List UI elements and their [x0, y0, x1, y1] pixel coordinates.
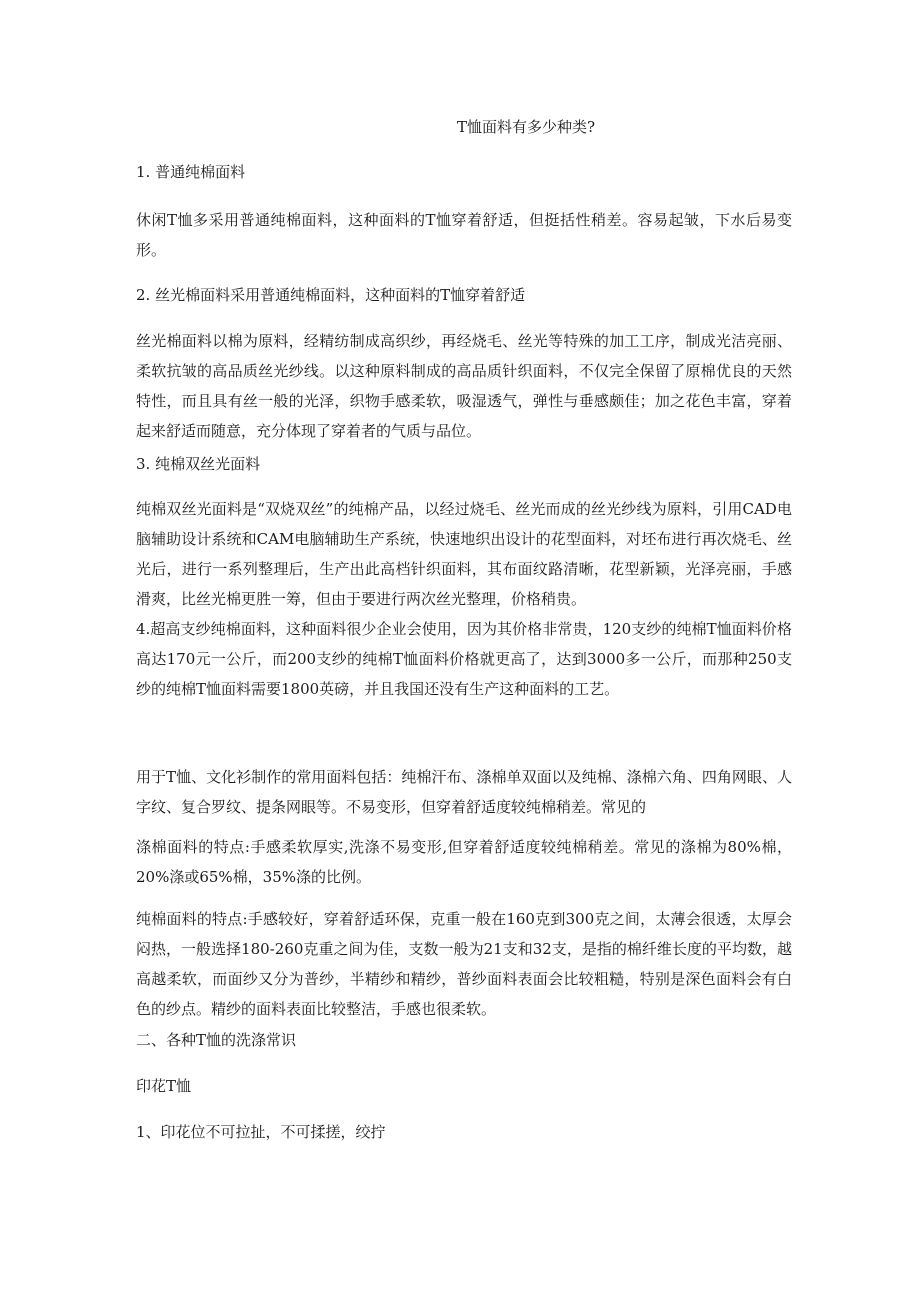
paragraph-mercerized-cotton: 丝光棉面料以棉为原料，经精纺制成高织纱，再经烧毛、丝光等特殊的加工工序，制成光洁亮丽、柔软抗皱的高品质丝光纱线。以这种原料制成的高品质针织面料，不仅完全保留了原棉优良的天然特性，而且具有丝一般的光泽，织物手感柔软，吸湿透气，弹性与垂感颇佳；加之花色丰富，穿着起来舒适而随意，充分体现了穿着者的气质与品位。	[136, 332, 792, 440]
paragraph-pure-cotton: 纯棉面料的特点:手感较好，穿着舒适环保，克重一般在160克到300克之间，太薄会很透，太厚会闷热，一般选择180-260克重之间为佳，支数一般为21支和32支，是指的棉纤维长度的平均数，越高越柔软，而面纱又分为普纱，半精纱和精纱，普纱面料表面会比较粗糙，特别是深色面料会有白色的纱点。精纱的面料表面比较整洁，手感也很柔软。	[136, 910, 792, 1018]
paragraph-poly-cotton: 涤棉面料的特点:手感柔软厚实,洗涤不易变形,但穿着舒适度较纯棉稍差。常见的涤棉为80%棉，20%涤或65%棉，35%涤的比例。	[136, 838, 792, 886]
paragraph-double-mercerized: 纯棉双丝光面料是“双烧双丝”的纯棉产品，以经过烧毛、丝光而成的丝光纱线为原料，引用CAD电脑辅助设计系统和CAM电脑辅助生产系统，快速地织出设计的花型面料，对坯布进行再次烧毛、丝光后，进行一系列整理后，生产出此高档针织面料，其布面纹路清晰，花型新颖，光泽亮丽，手感滑爽，比丝光棉更胜一筹，但由于要进行两次丝光整理，价格稍贵。	[136, 500, 792, 608]
paragraph-common-fabrics: 用于T恤、文化衫制作的常用面料包括：纯棉汗布、涤棉单双面以及纯棉、涤棉六角、四角网眼、人字纹、复合罗纹、提条网眼等。不易变形，但穿着舒适度较纯棉稍差。常见的	[136, 768, 792, 816]
document-title: T恤面料有多少种类?	[456, 118, 596, 136]
heading-plain-cotton: 1. 普通纯棉面料	[136, 163, 246, 181]
heading-mercerized-cotton: 2. 丝光棉面料采用普通纯棉面料，这种面料的T恤穿着舒适	[136, 286, 526, 304]
heading-double-mercerized: 3. 纯棉双丝光面料	[136, 455, 261, 473]
paragraph-high-count-cotton: 4.超高支纱纯棉面料，这种面料很少企业会使用，因为其价格非常贵，120支纱的纯棉T恤面料价格高达170元一公斤，而200支纱的纯棉T恤面料价格就更高了，达到3000多一公斤，而那种250支纱的纯棉T恤面料需要1800英磅，并且我国还没有生产这种面料的工艺。	[136, 620, 792, 698]
heading-printed-tshirt: 印花T恤	[136, 1077, 192, 1095]
list-item-print-care: 1、印花位不可拉扯，不可揉搓，绞拧	[136, 1123, 386, 1141]
paragraph-plain-cotton: 休闲T恤多采用普通纯棉面料，这种面料的T恤穿着舒适，但挺括性稍差。容易起皱，下水后易变形。	[136, 211, 792, 259]
heading-washing: 二、各种T恤的洗涤常识	[136, 1031, 297, 1049]
